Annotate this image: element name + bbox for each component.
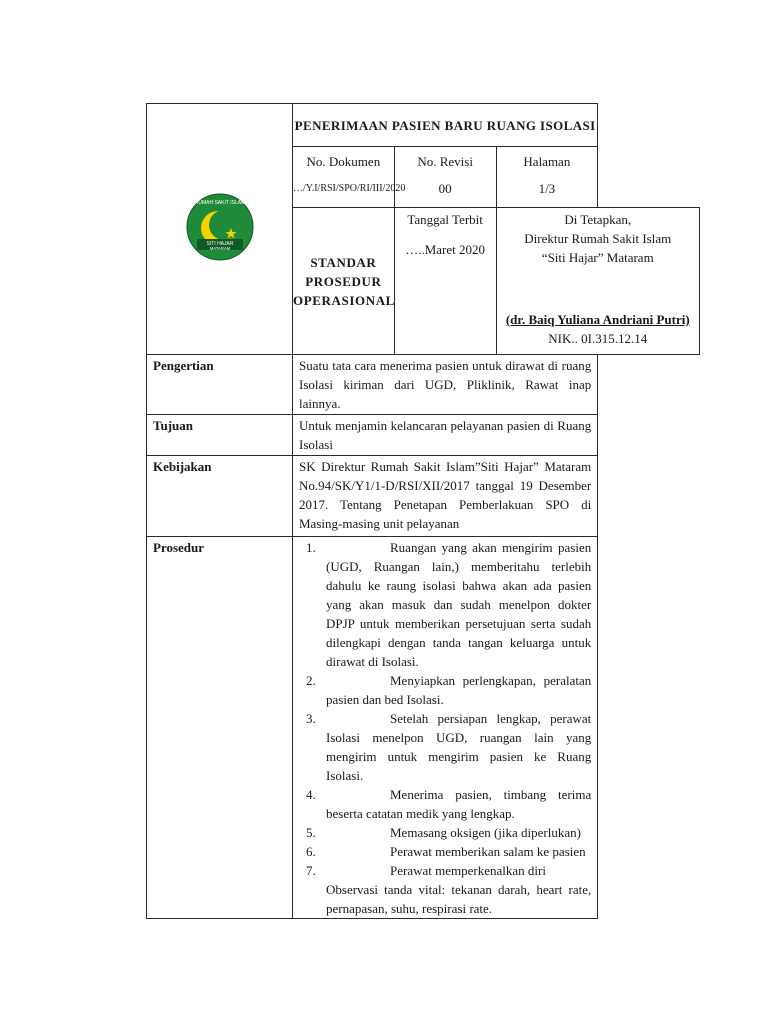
step-text: Setelah persiapan lengkap, perawat Isolasi menelpon UGD, ruangan lain yang mengirim untuk mengirim pasien ke Ruang Isolasi. xyxy=(326,711,592,783)
observasi-text: Observasi tanda vital: tekanan darah, heart rate, pernapasan, suhu, respirasi rate. xyxy=(326,882,592,916)
list-item xyxy=(299,842,591,861)
step-number: 6. xyxy=(306,844,316,859)
tanggal-terbit-label: Tanggal Terbit xyxy=(407,212,483,227)
step-text: Memasang oksigen (jika diperlukan) xyxy=(390,825,581,840)
logo-top-text: RUMAH SAKIT ISLAM xyxy=(194,199,245,206)
sop-line-2: PROSEDUR xyxy=(305,273,382,289)
step-number: 4. xyxy=(306,787,316,802)
step-number: 5. xyxy=(306,825,316,840)
tujuan-label: Tujuan xyxy=(147,415,293,456)
logo-bottom-text-2: MATARAM xyxy=(209,245,230,251)
tanggal-terbit-value: …..Maret 2020 xyxy=(405,242,486,257)
step-text: Perawat memperkenalkan diri xyxy=(390,863,546,878)
hospital-logo-icon xyxy=(185,192,255,262)
list-item xyxy=(299,823,591,842)
prosedur-content xyxy=(293,537,598,919)
instansi-text: “Siti Hajar” Mataram xyxy=(541,250,654,265)
no-dokumen-value: …/Y.I/RSI/SPO/RI/III/2020 xyxy=(293,183,406,194)
step-text: Menyiapkan perlengkapan, peralatan pasien dan bed Isolasi. xyxy=(326,673,592,707)
no-revisi-value: 00 xyxy=(438,181,452,196)
logo-cell xyxy=(147,104,293,355)
kebijakan-text: SK Direktur Rumah Sakit Islam”Siti Hajar” Mataram No.94/SK/Y1/1-D/RSI/XII/2017 tanggal 19 Desember 2017. Tentang Penetapan Pemberlakuan SPO di Masing-masing unit pelayanan xyxy=(293,456,598,537)
no-dokumen-label: No. Dokumen xyxy=(306,154,381,169)
sop-line-3: OPERASIONAL xyxy=(293,292,395,308)
signatory-name: (dr. Baiq Yuliana Andriani Putri) xyxy=(505,312,690,327)
signatory-nik: NIK.. 0I.315.12.14 xyxy=(548,331,648,346)
no-revisi-label: No. Revisi xyxy=(417,154,473,169)
list-item xyxy=(299,785,591,823)
prosedur-steps-list xyxy=(299,538,591,880)
sop-line-1: STANDAR xyxy=(310,254,377,270)
pengertian-text: Suatu tata cara menerima pasien untuk dirawat di ruang Isolasi kiriman dari UGD, Pliklinik, Rawat inap lainnya. xyxy=(293,355,598,415)
tanggal-terbit-cell xyxy=(394,208,496,355)
signature-cell xyxy=(496,208,700,355)
list-item xyxy=(299,671,591,709)
step-number: 2. xyxy=(306,673,316,688)
list-item xyxy=(299,709,591,785)
document-title: PENERIMAAN PASIEN BARU RUANG ISOLASI xyxy=(293,104,598,147)
no-dokumen-cell xyxy=(293,147,406,208)
halaman-label: Halaman xyxy=(523,154,571,169)
no-revisi-cell xyxy=(394,147,496,208)
step-number: 3. xyxy=(306,711,316,726)
sop-document-table xyxy=(146,103,700,919)
logo-bottom-text-1: SITI HAJAR xyxy=(206,240,233,247)
tujuan-text: Untuk menjamin kelancaran pelayanan pasien di Ruang Isolasi xyxy=(293,415,598,456)
sop-heading xyxy=(293,208,395,355)
list-item xyxy=(299,861,591,880)
step-number: 1. xyxy=(306,540,316,555)
kebijakan-label: Kebijakan xyxy=(147,456,293,537)
halaman-value: 1/3 xyxy=(538,181,556,196)
list-item xyxy=(299,538,591,671)
step-number: 7. xyxy=(306,863,316,878)
step-text: Ruangan yang akan mengirim pasien (UGD, Ruangan lain,) memberitahu terlebih dahulu ke raung isolasi bahwa akan ada pasien yang akan masuk dan sudah menelpon dokter DPJP untuk memberikan persetujuan serta sudah dilengkapi dengan tanda tangan keluarga untuk dirawat di Isolasi. xyxy=(326,540,592,669)
jabatan-text: Direktur Rumah Sakit Islam xyxy=(524,231,672,246)
step-text: Perawat memberikan salam ke pasien xyxy=(390,844,586,859)
pengertian-label: Pengertian xyxy=(147,355,293,415)
step-text: Menerima pasien, timbang terima beserta catatan medik yang lengkap. xyxy=(326,787,592,821)
prosedur-label: Prosedur xyxy=(147,537,293,919)
ditetapkan-text: Di Tetapkan, xyxy=(564,212,632,227)
halaman-cell xyxy=(496,147,598,208)
